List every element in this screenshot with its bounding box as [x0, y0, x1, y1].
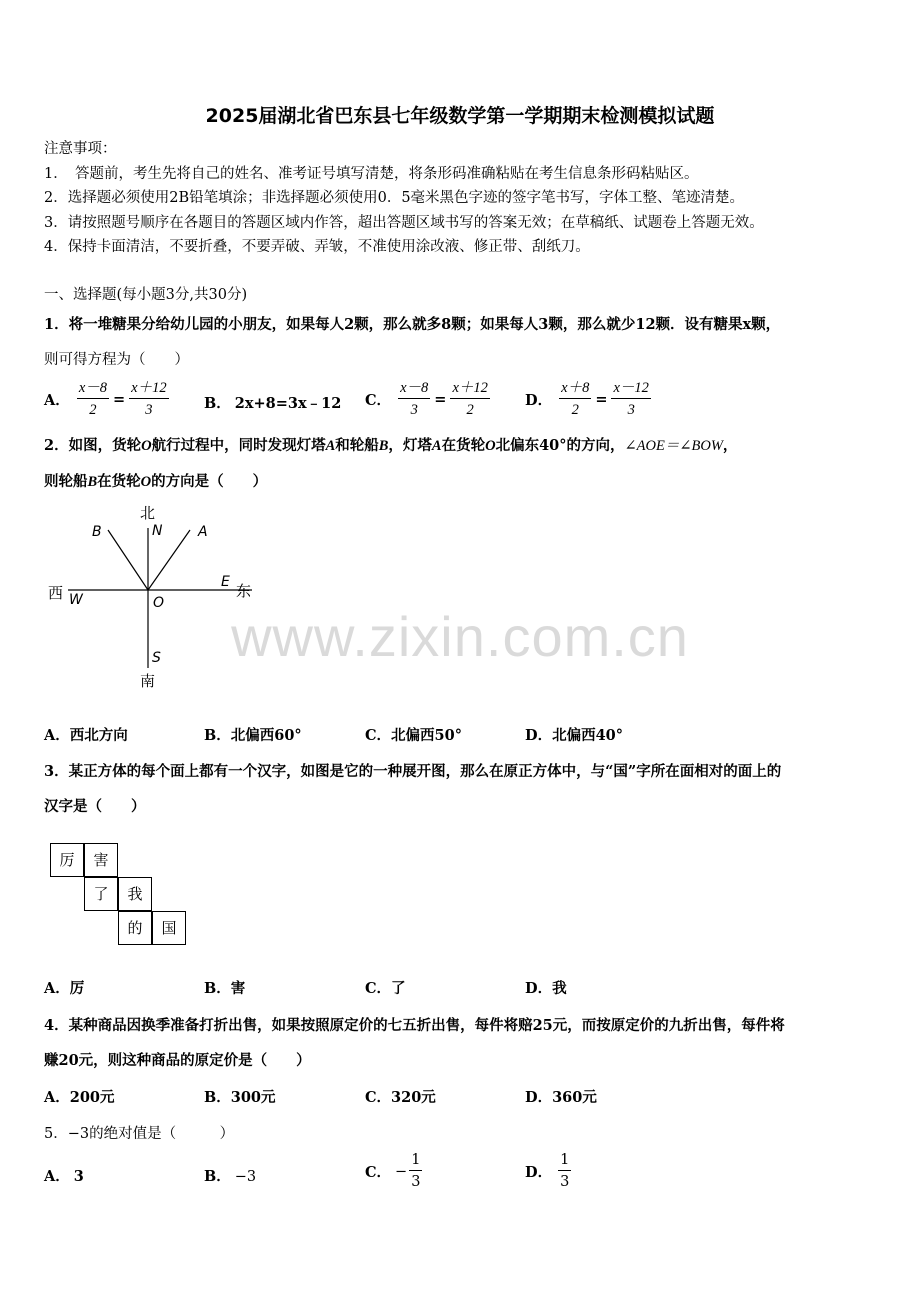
text: ，	[722, 437, 738, 454]
q3-stem-line2: 汉字是（ ）	[44, 798, 146, 815]
net-cell: 我	[118, 877, 152, 911]
q4-stem-line1: 4．某种商品因换季准备打折出售，如果按照原定价的七五折出售，每件将赔25元，而按原定价的九折出售，每件将	[44, 1017, 785, 1034]
fraction-denominator: 3	[627, 402, 635, 418]
text: ，灯塔	[388, 437, 432, 454]
text: 和轮船	[335, 437, 379, 454]
option-label: C．	[365, 1164, 392, 1181]
q2-option-c[interactable]: C．北偏西50°	[365, 727, 462, 744]
fraction-numerator: x＋8	[559, 378, 591, 399]
math-var: O	[141, 438, 152, 454]
q3-option-b[interactable]: B．害	[204, 980, 246, 997]
q3-option-c[interactable]: C．了	[365, 980, 406, 997]
text: 在货轮	[97, 473, 141, 490]
math-var: O	[140, 474, 152, 490]
label-e: E	[221, 574, 230, 590]
q1-option-a[interactable]	[44, 378, 171, 421]
q4-option-c[interactable]: C．320元	[365, 1089, 436, 1106]
option-label: C．	[365, 392, 392, 409]
fraction	[558, 1150, 571, 1193]
math-var: B	[378, 438, 389, 454]
q3-option-d[interactable]: D．我	[525, 980, 567, 997]
q1-option-d[interactable]	[525, 378, 653, 421]
q5-option-a[interactable]	[44, 1165, 84, 1186]
option-label: B．	[204, 1168, 231, 1185]
q5-option-b[interactable]	[204, 1165, 256, 1186]
fraction	[398, 378, 430, 421]
fraction-denominator: 3	[410, 402, 418, 418]
fraction	[129, 378, 168, 421]
q2-option-b[interactable]: B．北偏西60°	[204, 727, 302, 744]
q4-option-d[interactable]: D．360元	[525, 1089, 597, 1106]
math-var: B	[87, 474, 98, 490]
net-cell: 国	[152, 911, 186, 945]
equals-sign: =	[113, 391, 126, 408]
q2-option-d[interactable]: D．北偏西40°	[525, 727, 624, 744]
label-b: B	[92, 524, 102, 540]
q3-stem-line1: 3．某正方体的每个面上都有一个汉字，如图是它的一种展开图，那么在原正方体中，与“国”字所在面相对的面上的	[44, 763, 782, 780]
text: 航行过程中，同时发现灯塔	[151, 437, 326, 454]
fraction-numerator: 1	[558, 1150, 571, 1171]
math-var: O	[485, 438, 496, 454]
fraction-numerator: 1	[409, 1150, 422, 1171]
text: 2．如图，货轮	[44, 437, 142, 454]
fraction-denominator: 2	[571, 402, 579, 418]
fraction-denominator: 3	[560, 1174, 570, 1190]
label-east: 东	[236, 582, 252, 600]
label-s: S	[152, 650, 161, 666]
fraction-numerator: x－8	[77, 378, 109, 399]
q2-stem-line2	[44, 470, 267, 491]
text: 在货轮	[441, 437, 486, 454]
section-heading: 一、选择题(每小题3分,共30分)	[44, 287, 248, 303]
q4-option-a[interactable]: A．200元	[44, 1089, 115, 1106]
q1-stem-line1: 1．将一堆糖果分给幼儿园的小朋友，如果每人2颗，那么就多8颗；如果每人3颗，那么就少12颗．设有糖果x颗，	[44, 316, 781, 333]
fraction	[611, 378, 650, 421]
fraction-numerator: x＋12	[450, 378, 489, 399]
q1-stem-line2: 则可得方程为（ ）	[44, 352, 189, 368]
fraction-denominator: 3	[411, 1174, 421, 1190]
label-o: O	[153, 595, 165, 611]
notes-item-2: 2．选择题必须使用2B铅笔填涂；非选择题必须使用0．5毫米黑色字迹的签字笔书写，字体工整、笔迹清楚。	[44, 190, 745, 206]
label-n: N	[152, 523, 163, 539]
fraction	[450, 378, 489, 421]
q1-option-b[interactable]	[204, 392, 341, 413]
label-west: 西	[48, 584, 64, 602]
q2-stem-line1	[44, 434, 737, 455]
text: 则轮船	[44, 473, 88, 490]
q5-stem: 5．−3的绝对值是（ ）	[44, 1126, 235, 1142]
fraction-numerator: x＋12	[129, 378, 168, 399]
option-label: A．	[44, 1168, 70, 1185]
watermark: www.zixin.com.cn	[231, 605, 689, 668]
ray-ob	[108, 530, 148, 590]
label-w: W	[69, 592, 83, 608]
option-text: 3	[73, 1168, 84, 1185]
label-south: 南	[140, 672, 156, 690]
q1-option-c[interactable]	[365, 378, 492, 421]
q5-option-c[interactable]	[365, 1150, 424, 1193]
equals-sign: =	[595, 391, 608, 408]
notes-item-4: 4．保持卡面清洁，不要折叠，不要弄破、弄皱，不准使用涂改液、修正带、刮纸刀。	[44, 239, 590, 255]
q3-option-a[interactable]: A．厉	[44, 980, 85, 997]
option-label: B．	[204, 395, 231, 412]
minus-sign: −	[395, 1163, 408, 1180]
ray-oa	[148, 530, 190, 590]
q5-option-d[interactable]	[525, 1150, 573, 1193]
fraction-denominator: 2	[89, 402, 97, 418]
net-cell: 害	[84, 843, 118, 877]
text: 的方向是（ ）	[151, 473, 268, 490]
fraction	[559, 378, 591, 421]
angle-equation: ∠AOE＝∠BOW	[624, 438, 723, 454]
math-var: A	[325, 438, 336, 454]
math-var: A	[431, 438, 442, 454]
text: 北偏东40°的方向，	[495, 437, 625, 454]
fraction-denominator: 3	[145, 402, 153, 418]
net-cell: 了	[84, 877, 118, 911]
label-a: A	[198, 524, 208, 540]
fraction-numerator: x－12	[611, 378, 650, 399]
option-label: A．	[44, 392, 70, 409]
fraction	[409, 1150, 422, 1193]
net-cell: 厉	[50, 843, 84, 877]
q4-option-b[interactable]: B．300元	[204, 1089, 276, 1106]
equals-sign: =	[434, 391, 447, 408]
notes-item-1: 1． 答题前，考生先将自己的姓名、准考证号填写清楚，将条形码准确粘贴在考生信息条形码粘贴区。	[44, 166, 699, 182]
fraction-denominator: 2	[466, 402, 474, 418]
option-label: D．	[525, 1164, 553, 1181]
notes-item-3: 3．请按照题号顺序在各题目的答题区域内作答，超出答题区域书写的答案无效；在草稿纸、试题卷上答题无效。	[44, 215, 764, 231]
fraction-numerator: x－8	[398, 378, 430, 399]
fraction	[77, 378, 109, 421]
notes-heading: 注意事项：	[44, 141, 117, 157]
option-label: D．	[525, 392, 553, 409]
net-cell: 的	[118, 911, 152, 945]
q4-stem-line2: 赚20元，则这种商品的原定价是（ ）	[44, 1052, 311, 1069]
option-text: −3	[234, 1169, 257, 1185]
page-title: 2025届湖北省巴东县七年级数学第一学期期末检测模拟试题	[205, 105, 715, 127]
q2-option-a[interactable]: A．西北方向	[44, 727, 128, 744]
label-north: 北	[140, 504, 156, 522]
option-text: 2x+8=3x﹣12	[234, 395, 342, 412]
